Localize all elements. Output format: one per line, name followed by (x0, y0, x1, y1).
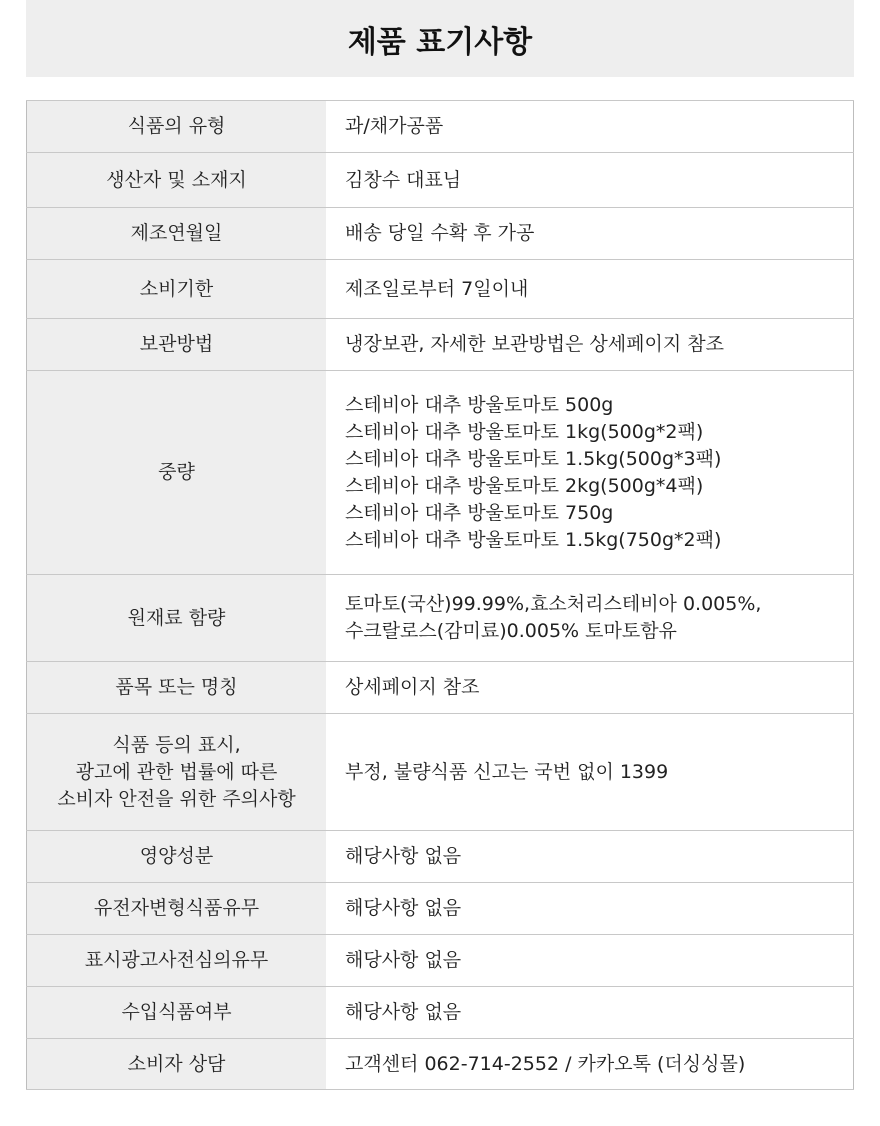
row-value: 배송 당일 수확 후 가공 (326, 208, 854, 260)
table-row (27, 319, 854, 371)
table-row (27, 575, 854, 662)
row-label: 보관방법 (27, 319, 327, 371)
label-line: 광고에 관한 법률에 따른 (75, 760, 278, 783)
row-value (326, 575, 854, 662)
table-row (27, 1039, 854, 1090)
row-label: 식품의 유형 (27, 101, 327, 153)
label-line: 소비자 안전을 위한 주의사항 (57, 787, 296, 810)
row-value: 상세페이지 참조 (326, 662, 854, 714)
row-value: 과/채가공품 (326, 101, 854, 153)
row-label: 소비기한 (27, 260, 327, 319)
table-row (27, 883, 854, 935)
row-label: 소비자 상담 (27, 1039, 327, 1090)
table-row (27, 153, 854, 208)
value-line: 스테비아 대추 방울토마토 500g (345, 393, 614, 416)
table-row (27, 208, 854, 260)
table-row (27, 987, 854, 1039)
table-row (27, 101, 854, 153)
row-value: 해당사항 없음 (326, 935, 854, 987)
label-line: 식품 등의 표시, (112, 733, 241, 756)
row-value: 해당사항 없음 (326, 831, 854, 883)
product-info-table (26, 100, 854, 1090)
row-value: 김창수 대표님 (326, 153, 854, 208)
table-row (27, 831, 854, 883)
row-label: 생산자 및 소재지 (27, 153, 327, 208)
row-label: 영양성분 (27, 831, 327, 883)
row-value: 냉장보관, 자세한 보관방법은 상세페이지 참조 (326, 319, 854, 371)
row-label: 품목 또는 명칭 (27, 662, 327, 714)
value-line: 토마토(국산)99.99%,효소처리스테비아 0.005%, (345, 593, 762, 615)
value-line: 스테비아 대추 방울토마토 1.5kg(500g*3팩) (345, 447, 722, 470)
row-value: 고객센터 062-714-2552 / 카카오톡 (더싱싱몰) (326, 1039, 854, 1090)
row-label: 원재료 함량 (27, 575, 327, 662)
row-label: 유전자변형식품유무 (27, 883, 327, 935)
title-bar (26, 0, 854, 77)
row-value: 해당사항 없음 (326, 883, 854, 935)
page-title: 제품 표기사항 (347, 24, 533, 60)
value-line: 스테비아 대추 방울토마토 1.5kg(750g*2팩) (345, 528, 722, 551)
value-line: 스테비아 대추 방울토마토 1kg(500g*2팩) (345, 420, 704, 443)
table-row (27, 714, 854, 831)
row-value: 해당사항 없음 (326, 987, 854, 1039)
row-label (27, 714, 327, 831)
row-label: 수입식품여부 (27, 987, 327, 1039)
row-value: 부정, 불량식품 신고는 국번 없이 1399 (326, 714, 854, 831)
table-row (27, 371, 854, 575)
table-row (27, 662, 854, 714)
row-label: 표시광고사전심의유무 (27, 935, 327, 987)
row-value (326, 371, 854, 575)
table-row (27, 935, 854, 987)
value-line: 수크랄로스(감미료)0.005% 토마토함유 (345, 620, 677, 642)
value-line: 스테비아 대추 방울토마토 2kg(500g*4팩) (345, 474, 704, 497)
row-value: 제조일로부터 7일이내 (326, 260, 854, 319)
row-label: 제조연월일 (27, 208, 327, 260)
value-line: 스테비아 대추 방울토마토 750g (345, 501, 614, 524)
row-label: 중량 (27, 371, 327, 575)
table-row (27, 260, 854, 319)
